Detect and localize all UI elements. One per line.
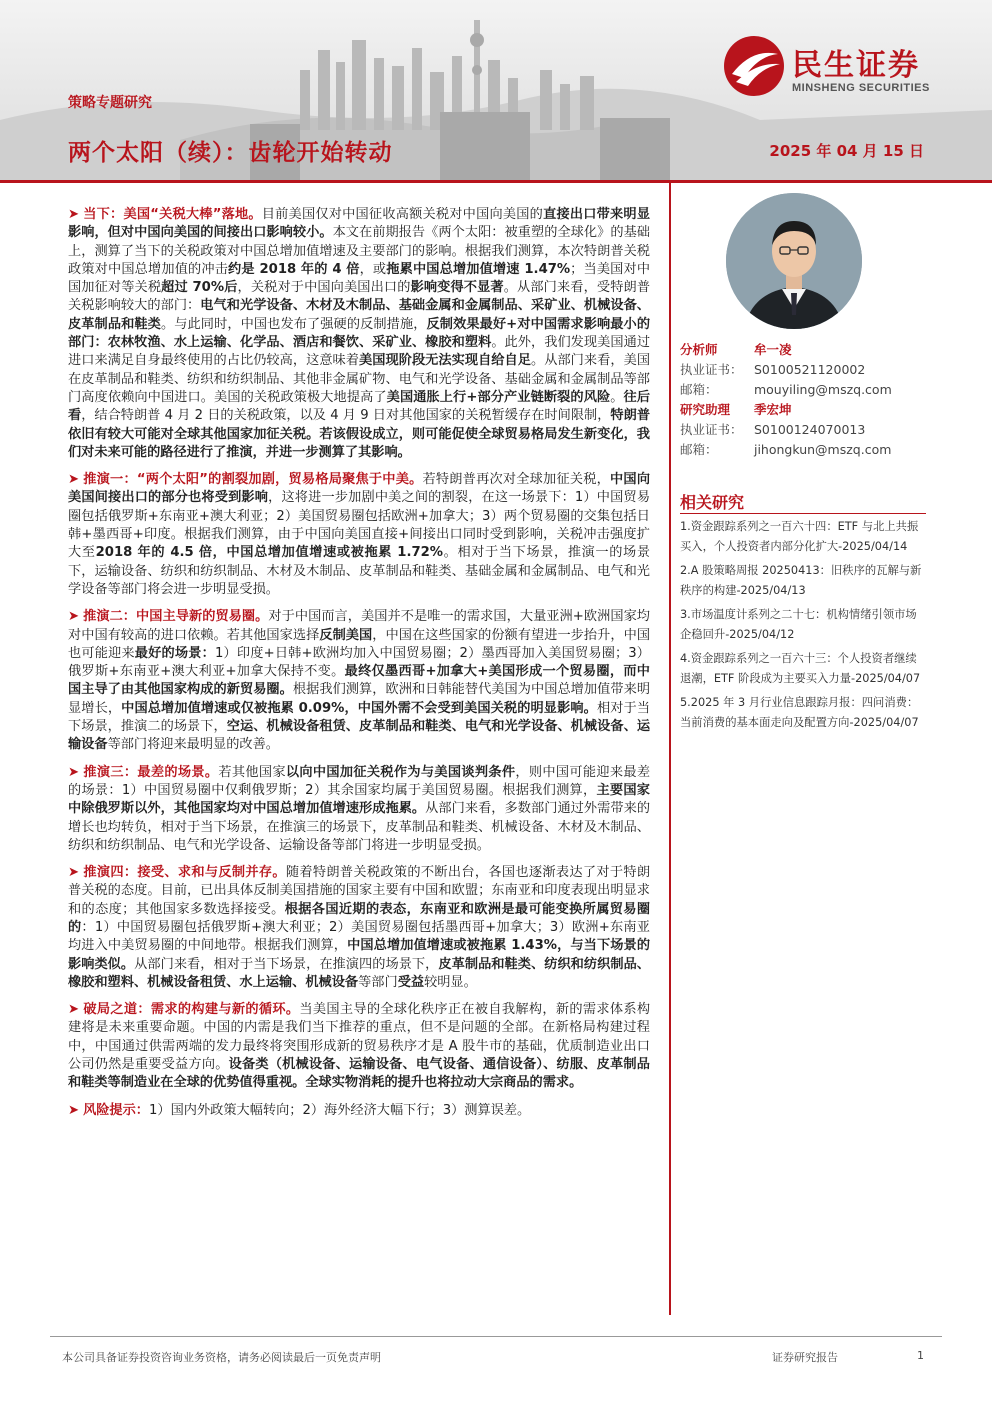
bullet-arrow-icon: ➤ [68,1002,80,1018]
bold-text: 中国总增加值增速或被拖累 1.43%，与当下场景的影响类似。 [68,938,651,972]
bullet-arrow-icon: ➤ [68,764,80,780]
bold-text: 2018 年的 4.5 倍，中国总增加值增速或被拖累 1.72% [95,545,444,561]
body-text: 若特朗普再次对全球加征关税， [422,472,611,488]
paragraph-heading: 推演三：最差的场景。 [83,764,219,780]
summary-paragraph [68,1102,650,1120]
bold-text: 设备类（机械设备、运输设备、电气设备、通信设备）、纺服、皮革制品和鞋类等制造业在全球的优势值得重视。全球实物消耗的提升也将拉动大宗商品的需求。 [68,1057,650,1091]
analyst-name: 牟一凌 [753,342,792,357]
cert-number: S0100124070013 [753,422,866,437]
paragraph-heading: 当下：美国“关税大棒”落地。 [83,207,262,222]
analyst-role: 分析师 [680,342,718,357]
bold-text: 主要国家中除俄罗斯以外，其他国家均对中国总增加值增速形成拖累。 [68,782,650,817]
bold-text: 电气和光学设备、木材及木制品、基础金属和金属制品、采矿业、机械设备、皮革制品和鞋类 [68,298,650,332]
analyst-2-email [680,440,940,460]
analyst-name: 季宏坤 [753,402,792,417]
body-text: ，中国在这些国家的份额有望进一步抬升，中国也可能迎来 [68,627,651,661]
page-number: 1 [917,1349,924,1362]
analyst-1-cert [680,360,940,380]
bullet-arrow-icon: ➤ [68,472,80,488]
bold-text: 特朗普依旧有较大可能对全球其他国家加征关税。若该假设成立，则可能促使全球贸易格局发生新变化，我们对未来可能的路径进行了推演，并进一步测算了其影响。 [68,408,651,460]
bold-text: 反制效果最好+对中国需求影响最小的部门：农林牧渔、水上运输、化学品、酒店和餐饮、采矿业、橡胶和塑料 [68,316,651,351]
related-research-item[interactable]: 4.资金跟踪系列之一百六十三：个人投资者继续退潮，ETF 阶段成为主要买入力量-2025/04/07 [680,652,921,685]
bold-text: 美国现阶段无法实现自给自足 [359,353,531,369]
paragraph-heading: 风险提示： [83,1102,149,1118]
footer-divider [50,1336,942,1337]
analyst-2-cert [680,420,940,440]
body-text: 从部门来看，相对于当下场景，在推演四的场景下， [134,956,439,972]
summary-paragraph [68,764,650,855]
body-text: 较明显。 [424,974,477,990]
body-text: ，则中国可能迎来最差的场景：1）中国贸易圈中仅剩俄罗斯；2）其余国家均属于美国贸易圈。根据我们测算， [68,764,651,798]
email-link[interactable]: mouyiling@mszq.com [753,382,892,397]
body-text: 当美国主导的全球化秩序正在被自我解构，新的需求体系构建将是未来重要命题。中国的内需是我们当下推荐的重点，但不是问题的全部。在新格局构建过程中，中国通过供需两端的发力最终将突围形成新的贸易秩序才是 A 股牛市的基础，优质制造业出口公司仍然是重要受益方向。 [68,1002,651,1073]
analyst-2-header [680,400,940,420]
summary-paragraph [68,471,650,599]
paragraph-heading: 推演二：中国主导新的贸易圈。 [83,609,269,625]
body-text: 。相对于当下场景，推演一的场景下，运输设备、纺织和纺织制品、木材及木制品、皮革制品和鞋类、基础金属和金属制品、电气和光学设备等部门将会进一步明显受损。 [68,545,651,597]
summary-paragraph [68,1001,650,1092]
body-text: 。此外，我们发现美国通过进口来满足自身最终使用的占比仍较高，这意味着 [68,335,651,369]
column-divider [669,183,671,1315]
bullet-arrow-icon: ➤ [68,609,80,625]
body-text: ；当美国对中国加征对等关税 [68,261,651,296]
related-research-item[interactable]: 5.2025 年 3 月行业信息跟踪月报：四问消费：当前消费的基本面走向及配置方向-2025/04/07 [680,696,919,729]
report-category: 策略专题研究 [68,95,152,111]
footer-report-type: 证券研究报告 [772,1351,838,1364]
body-text: ，这将进一步加剧中美之间的割裂，在这一场景下：1）中国贸易圈包括俄罗斯+东南亚+澳大利亚；2）美国贸易圈包括欧洲+加拿大；3）两个贸易圈的交集包括日韩+墨西哥+印度。根据我们测算，由于中国向美国直接+间接出口同时受到影响，关税冲击强度扩大至 [68,490,651,561]
analyst-1-email [680,380,940,400]
analyst-role: 研究助理 [680,402,731,417]
body-text: 对于中国而言，美国并不是唯一的需求国，大量亚洲+欧洲国家均对中国有较高的进口依赖。若其他国家选择 [68,609,650,643]
bold-text: 影响变得不显著 [410,280,504,296]
bold-text: 直接出口带来明显影响，但对中国向美国的间接出口影响较小。 [68,207,651,241]
paragraph-heading: 推演四：接受、求和与反制并存。 [83,865,286,881]
paragraph-heading: 破局之道：需求的构建与新的循环。 [83,1002,300,1018]
body-text: 。从部门来看，受特朗普关税影响较大的部门： [68,280,651,314]
body-text: 本文在前期报告《两个太阳：被重塑的全球化》的基础上，测算了当下的关税政策对中国总增加值增速及主要部门的影响。根据我们测算，本次特朗普关税政策对中国总增加值的冲击 [68,225,650,277]
bold-text: 约是 2018 年的 4 倍 [228,261,360,277]
body-text: 1）国内外政策大幅转向；2）海外经济大幅下行；3）测算误差。 [149,1102,531,1118]
analyst-avatar-illustration [726,193,862,329]
body-text: 目前美国仅对中国征收高额关税对中国向美国的 [261,207,544,222]
body-text: ，关税对于中国向美国出口的 [237,280,411,296]
body-text: ，结合特朗普 4 月 2 日的关税政策，以及 4 月 9 日对其他国家的关税暂缓存在时间限制， [81,408,611,424]
related-research-divider [680,513,926,514]
body-text: 。从部门来看，美国在皮革制品和鞋类、纺织和纺织制品、其他非金属矿物、电气和光学设备、基础金属和金属制品等部门高度依赖向中国进口。美国的关税政策极大地提高了 [68,353,651,405]
logo-chinese-name: 民生证券 [792,48,920,83]
footer-disclaimer: 本公司具备证券投资咨询业务资格，请务必阅读最后一页免责声明 [62,1351,381,1364]
related-research-list [680,517,926,737]
body-text: 等部门 [358,974,398,990]
page-header [0,0,992,182]
body-text: 若其他国家 [218,764,286,780]
body-text: 。与此同时，中国也发布了强硬的反制措施， [160,316,427,332]
summary-paragraph [68,864,650,992]
bold-text: 最终仅墨西哥+加拿大+美国形成一个贸易圈，而中国主导了由其他国家构成的新贸易圈。 [68,664,650,698]
email-link[interactable]: jihongkun@mszq.com [753,442,892,457]
email-label: 邮箱： [680,382,718,397]
minsheng-logo [722,34,972,104]
summary-body [68,206,650,1129]
body-text: ：1）中国贸易圈包括俄罗斯+澳大利亚；2）美国贸易圈包括墨西哥+加拿大；3）欧洲+东南亚均进入中美贸易圈的中间地带。根据我们测算， [68,919,650,954]
bullet-arrow-icon: ➤ [68,1102,80,1118]
bold-text: 中国向美国间接出口的部分也将受到影响 [68,472,651,506]
body-text: 根据我们测算，欧洲和日韩能替代美国为中国总增加值带来明显增长， [68,682,651,716]
summary-paragraph [68,608,650,754]
bold-text: 根据各国近期的表态，东南亚和欧洲是最可能变换所属贸易圈的 [68,901,651,935]
bold-text: 皮革制品和鞋类、纺织和纺织制品、橡胶和塑料、机械设备租赁、水上运输、机械设备 [68,956,650,990]
bold-text: 以向中国加征关税作为与美国谈判条件 [285,764,516,780]
bullet-arrow-icon: ➤ [68,207,80,222]
cert-label: 执业证书： [680,422,743,437]
email-label: 邮箱： [680,442,718,457]
cert-number: S0100521120002 [753,362,866,377]
bold-text: 往后看 [68,389,651,424]
body-text: 等部门将迎来最明显的改善。 [107,737,279,753]
bold-text: 美国通胀上行+部分产业链断裂的风险 [386,389,611,405]
body-text: 。 [610,389,624,405]
bold-text: 反制美国 [319,627,373,643]
body-text: ，或 [359,261,387,277]
related-research-title: 相关研究 [680,493,745,512]
cert-label: 执业证书： [680,362,743,377]
report-date: 2025 年 04 月 15 日 [769,142,924,160]
analyst-1-header [680,340,940,360]
related-research-item[interactable]: 3.市场温度计系列之二十七：机构情绪引领市场企稳回升-2025/04/12 [680,608,917,641]
bold-text: 拖累中国总增加值增速 1.47% [386,261,571,277]
logo-english-name: MINSHENG SECURITIES [792,82,930,94]
body-text: 相对于当下场景，推演二的场景下， [68,700,651,735]
bold-text: 超过 70%后 [161,280,238,296]
body-text: 从部门来看，多数部门通过外需带来的增长也均转负，相对于当下场景，在推演三的场景下，皮革制品和鞋类、机械设备、木材及木制品、纺织和纺织制品、电气和光学设备、运输设备等部门将进一步明显受损。 [68,801,651,853]
bold-text: 中国总增加值增速或仅被拖累 0.09%，中国外需不会受到美国关税的明显影响。 [121,700,597,716]
header-divider [0,180,992,183]
minsheng-logo-icon [722,34,786,98]
bullet-arrow-icon: ➤ [68,865,80,881]
analyst-info [680,340,940,460]
related-research-item[interactable]: 1.资金跟踪系列之一百六十四：ETF 与北上共振买入，个人投资者内部分化扩大-2025/04/14 [680,520,919,553]
related-research-item[interactable]: 2.A 股策略周报 20250413：旧秩序的瓦解与新秩序的构建-2025/04/13 [680,564,922,597]
bold-text: 受益 [397,974,425,990]
body-text: 1）印度+日韩+欧洲均加入中国贸易圈；2）墨西哥加入美国贸易圈；3）俄罗斯+东南亚+澳大利亚+加拿大保持不变。 [68,645,650,680]
body-text: 随着特朗普关税政策的不断出台，各国也逐渐表达了对于特朗普关税的态度。目前，已出具体反制美国措施的国家主要有中国和欧盟；东南亚和印度表现出明显求和的态度；其他国家多数选择接受。 [68,865,651,917]
analyst-photo [726,193,862,329]
bold-text: 空运、机械设备租赁、皮革制品和鞋类、电气和光学设备、机械设备、运输设备 [68,719,651,753]
report-title: 两个太阳（续）：齿轮开始转动 [68,140,393,166]
summary-paragraph [68,206,650,462]
paragraph-heading: 推演一：“两个太阳”的割裂加剧，贸易格局聚焦于中美。 [83,472,423,488]
bold-text: 最好的场景： [134,645,215,661]
